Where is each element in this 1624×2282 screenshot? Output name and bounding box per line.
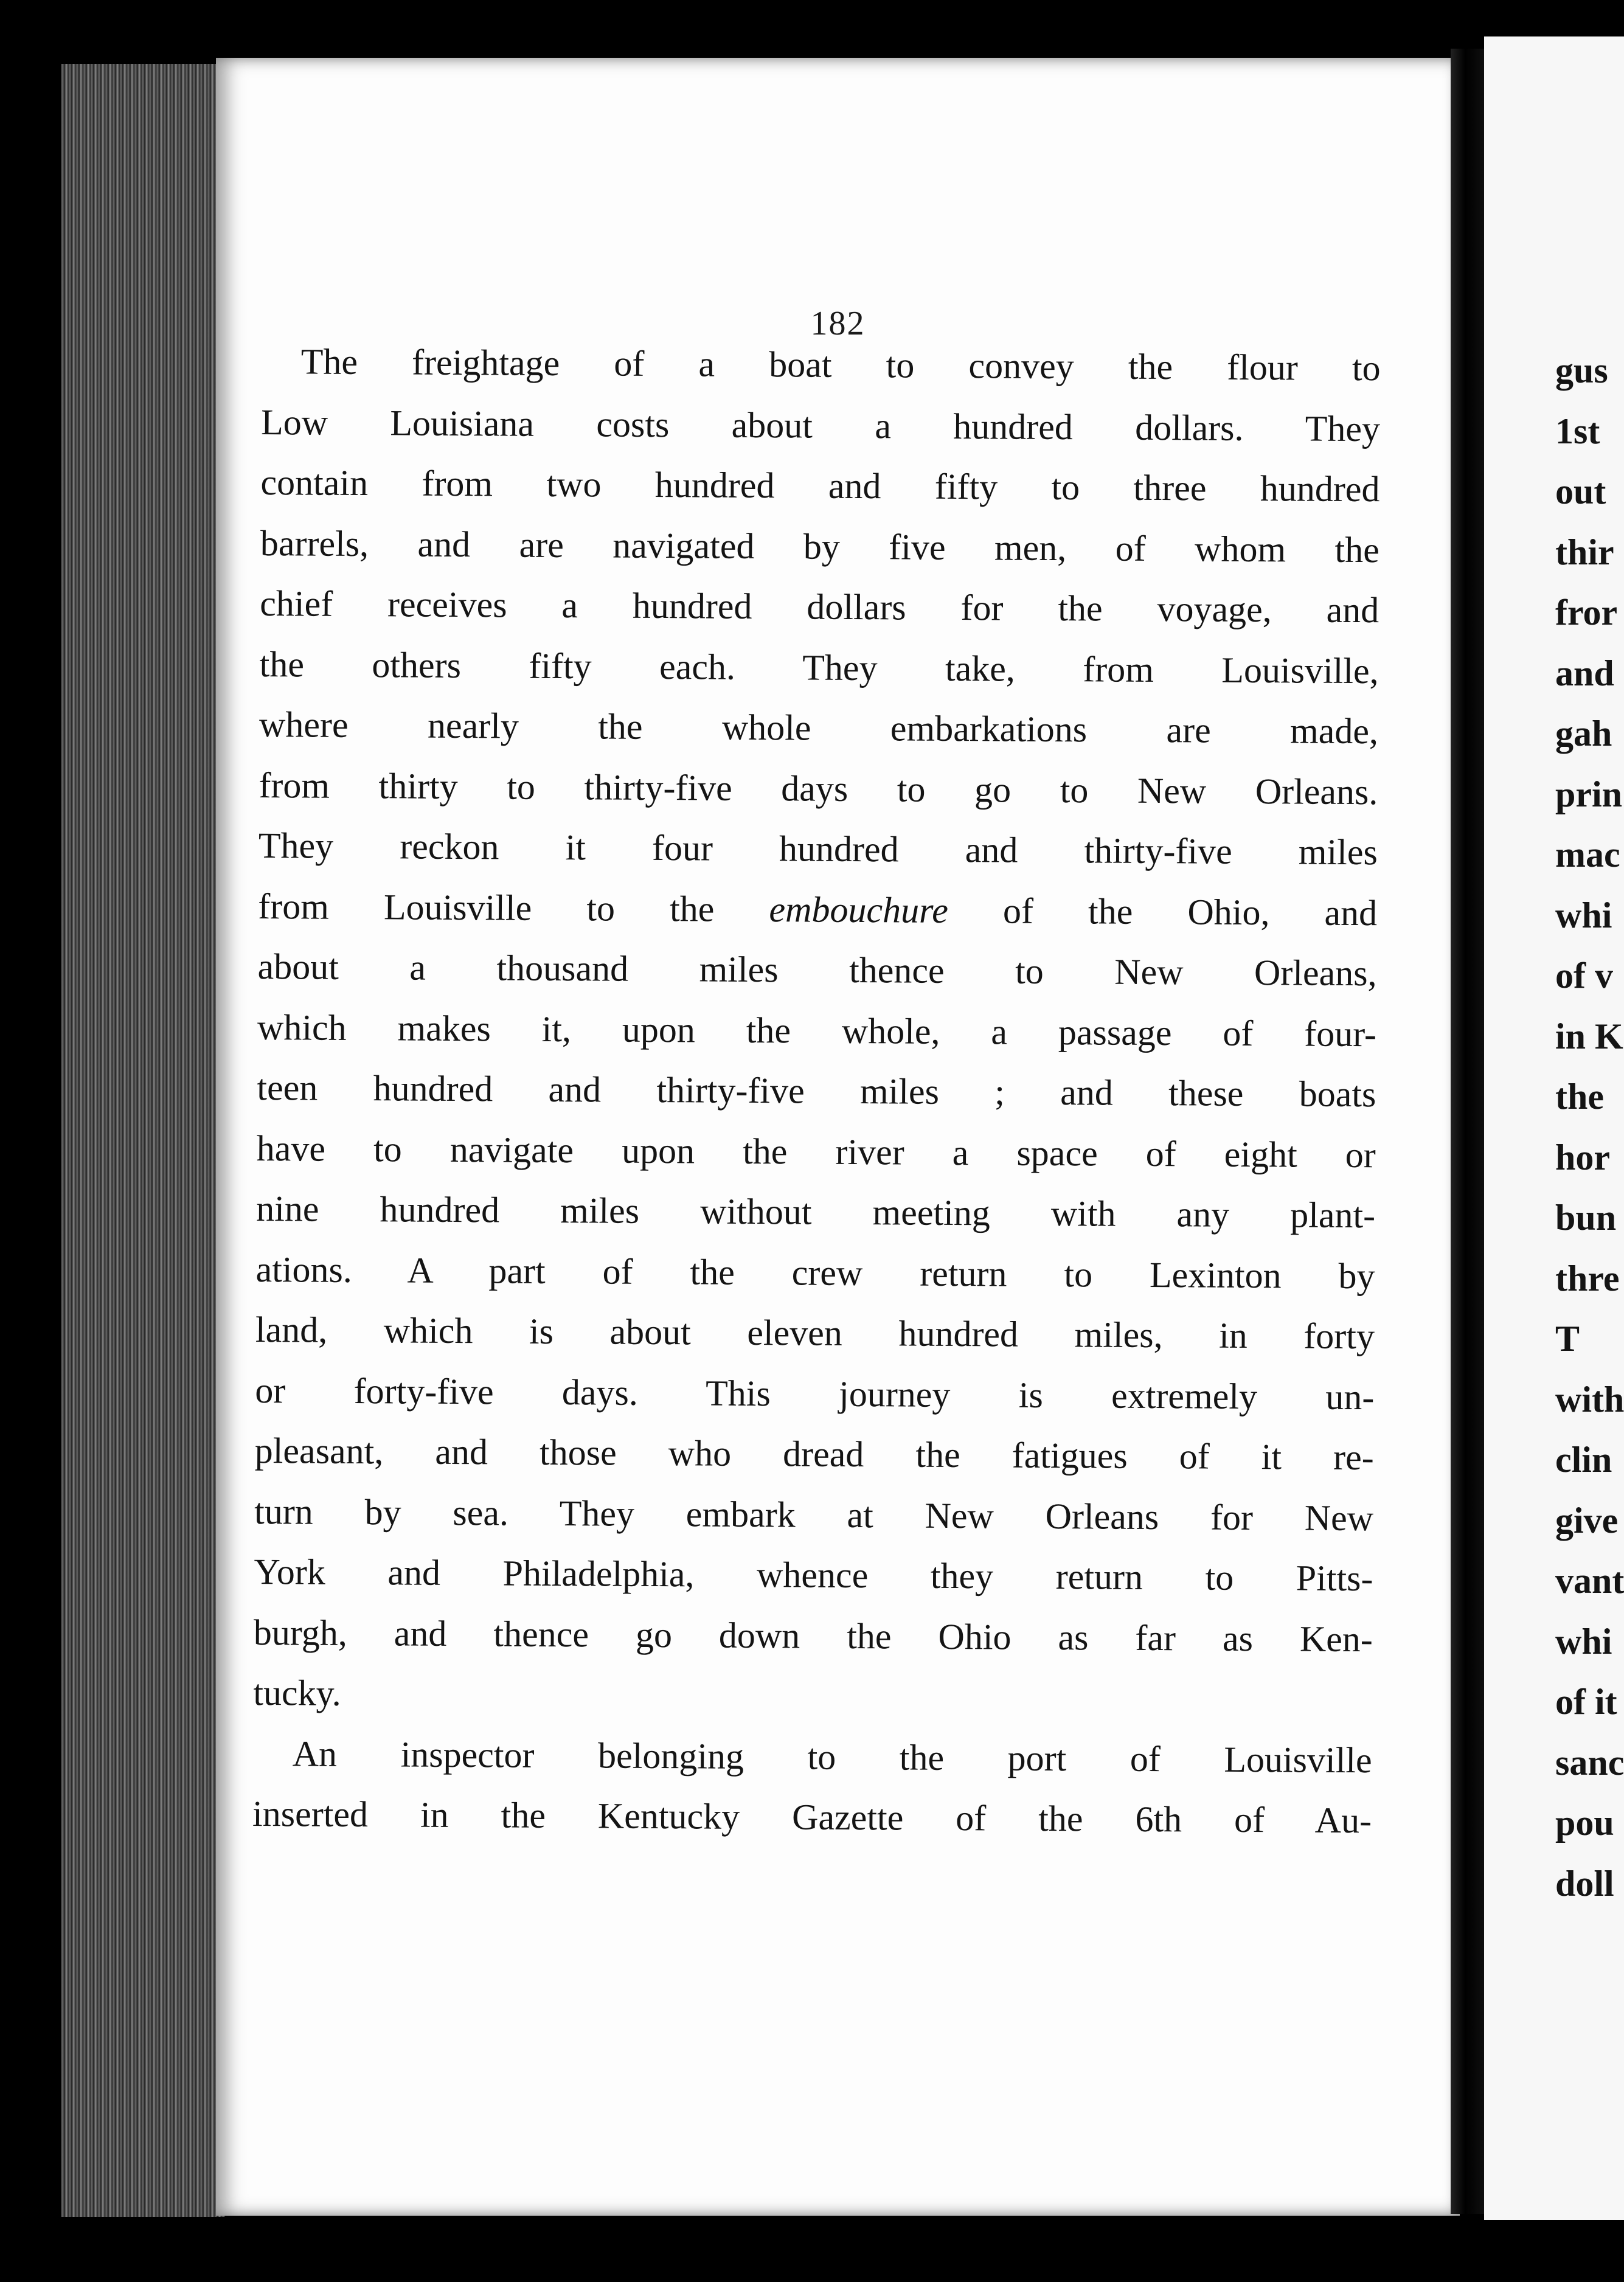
facing-line-fragment: thir xyxy=(1555,532,1614,572)
text-line: land, which is about eleven hundred miles, in forty xyxy=(255,1309,1375,1357)
text-line: tucky. xyxy=(253,1672,341,1713)
facing-line-fragment: of it xyxy=(1555,1682,1617,1722)
facing-line-fragment: T xyxy=(1555,1319,1580,1359)
text-line: nine hundred miles without meeting with any plant- xyxy=(255,1188,1376,1236)
facing-line-fragment: whi xyxy=(1555,1621,1612,1662)
facing-line-fragment: with xyxy=(1555,1379,1624,1420)
text-line: chief receives a hundred dollars for the voyage, and xyxy=(260,583,1379,631)
text-line: An inspector belonging to the port of Louisville xyxy=(292,1733,1372,1780)
text-line: from Louisville to the embouchure of the Ohio, and xyxy=(258,886,1378,933)
facing-line-fragment: 1st xyxy=(1555,411,1600,451)
facing-line-fragment: of v xyxy=(1555,955,1613,996)
facing-line-fragment: give xyxy=(1555,1500,1619,1541)
text-line: where nearly the whole embarkations are made, xyxy=(259,704,1379,752)
facing-line-fragment: clin xyxy=(1555,1440,1612,1480)
text-line: burgh, and thence go down the Ohio as far as Ken- xyxy=(253,1612,1373,1659)
facing-line-fragment: bun xyxy=(1555,1198,1617,1238)
text-line: barrels, and are navigated by five men, of whom the xyxy=(260,522,1380,570)
text-line: pleasant, and those who dread the fatigues of it re- xyxy=(254,1430,1374,1478)
text-line: inserted in the Kentucky Gazette of the 6th of Au- xyxy=(252,1793,1372,1841)
facing-line-fragment: hor xyxy=(1555,1137,1610,1177)
facing-line-fragment: pou xyxy=(1555,1803,1614,1843)
facing-line-fragment: gah xyxy=(1555,713,1612,754)
text-line: which makes it, upon the whole, a passage of four- xyxy=(257,1007,1377,1054)
text-line: contain from two hundred and fifty to three hundred xyxy=(260,462,1380,510)
text-line: or forty-five days. This journey is extremely un- xyxy=(255,1370,1375,1417)
facing-line-fragment: and xyxy=(1555,653,1614,693)
text-line: teen hundred and thirty-five miles ; and these boats xyxy=(257,1067,1376,1115)
text-line: from thirty to thirty-five days to go to New Orleans. xyxy=(259,765,1378,812)
facing-line-fragment: out xyxy=(1555,471,1606,512)
text-line: Low Louisiana costs about a hundred dollars. They xyxy=(260,401,1381,449)
text-line: about a thousand miles thence to New Orleans, xyxy=(257,946,1377,994)
facing-line-fragment: sanc xyxy=(1555,1742,1624,1783)
facing-line-fragment: the xyxy=(1555,1077,1604,1117)
text-line: have to navigate upon the river a space of eight or xyxy=(256,1128,1376,1175)
page-number: 182 xyxy=(810,305,866,342)
facing-line-fragment: mac xyxy=(1555,834,1620,875)
page-stack-edge xyxy=(61,64,225,2217)
page-body-text xyxy=(252,331,1381,1851)
facing-line-fragment: prin xyxy=(1555,774,1623,814)
text-line: the others fifty each. They take, from Louisville, xyxy=(259,643,1379,691)
text-line: York and Philadelphia, whence they return to Pitts- xyxy=(254,1551,1373,1599)
facing-line-fragment: thre xyxy=(1555,1258,1620,1299)
italic-word: embouchure xyxy=(769,889,949,931)
facing-line-fragment: doll xyxy=(1555,1863,1614,1904)
book-gutter xyxy=(1451,49,1487,2214)
facing-line-fragment: in K xyxy=(1555,1016,1623,1056)
text-line: ations. A part of the crew return to Lexinton by xyxy=(255,1249,1375,1296)
facing-page-text xyxy=(1555,341,1624,1914)
text-line: The freightage of a boat to convey the flour to xyxy=(300,341,1381,389)
text-line: They reckon it four hundred and thirty-five miles xyxy=(258,825,1378,873)
text-line: turn by sea. They embark at New Orleans for New xyxy=(254,1491,1374,1538)
facing-line-fragment: vant xyxy=(1555,1561,1624,1601)
facing-line-fragment: fror xyxy=(1555,592,1618,633)
facing-line-fragment: gus xyxy=(1555,350,1608,390)
facing-line-fragment: whi xyxy=(1555,895,1612,935)
